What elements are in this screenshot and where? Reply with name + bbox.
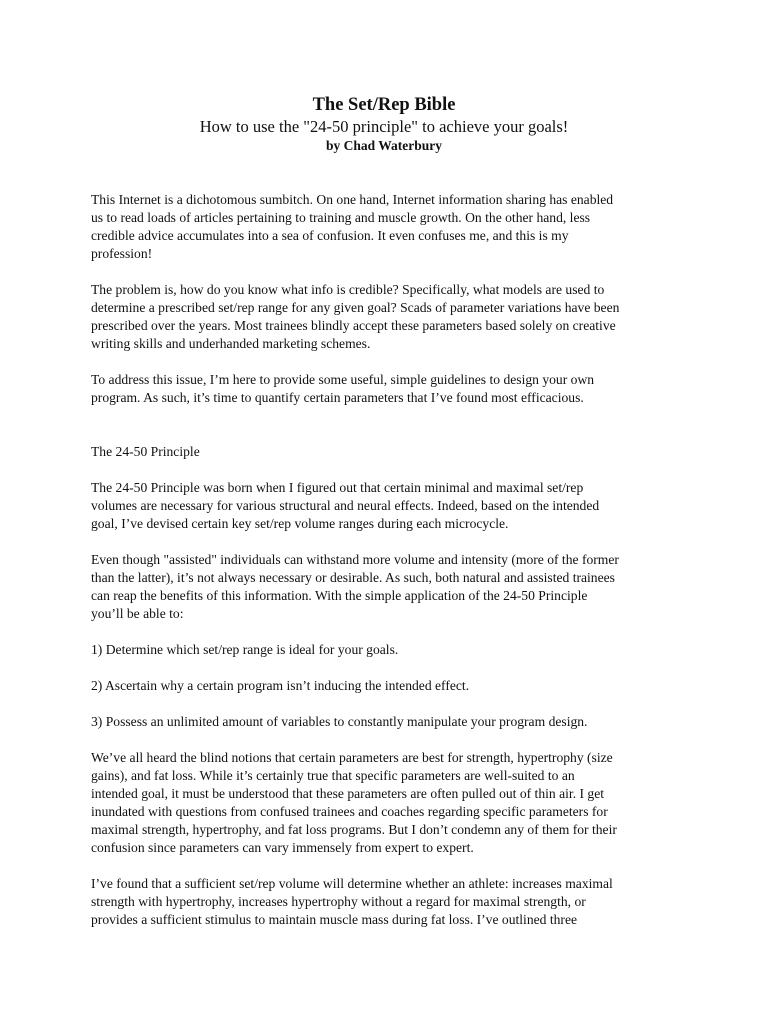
text-line: The 24-50 Principle (91, 444, 200, 459)
section-heading (91, 443, 691, 461)
text-line: volumes are necessary for various structural and neural effects. Indeed, based on the intended (91, 498, 600, 513)
text-line: 3) Possess an unlimited amount of variables to constantly manipulate your program design. (91, 714, 588, 729)
document-subtitle: How to use the "24-50 principle" to achieve your goals! (199, 117, 569, 136)
paragraph (91, 191, 691, 263)
text-line: 1) Determine which set/rep range is ideal for your goals. (91, 642, 399, 657)
text-line: maximal strength, hypertrophy, and fat loss programs. But I don’t condemn any of them for their (91, 822, 617, 837)
text-line: goal, I’ve devised certain key set/rep volume ranges during each microcycle. (91, 516, 509, 531)
paragraph (91, 749, 691, 857)
text-line: The 24-50 Principle was born when I figured out that certain minimal and maximal set/rep (91, 480, 584, 495)
text-line: credible advice accumulates into a sea of confusion. It even confuses me, and this is my (91, 228, 569, 243)
text-line: program. As such, it’s time to quantify certain parameters that I’ve found most efficacious. (91, 390, 584, 405)
text-line: writing skills and underhanded marketing schemes. (91, 336, 371, 351)
paragraph (91, 677, 691, 695)
text-line: us to read loads of articles pertaining to training and muscle growth. On the other hand, less (91, 210, 591, 225)
text-line: I’ve found that a sufficient set/rep volume will determine whether an athlete: increases maximal (91, 876, 613, 891)
text-line: To address this issue, I’m here to provide some useful, simple guidelines to design your own (91, 372, 595, 387)
text-line: 2) Ascertain why a certain program isn’t inducing the intended effect. (91, 678, 470, 693)
text-line: determine a prescribed set/rep range for any given goal? Scads of parameter variations have been (91, 300, 620, 315)
paragraph (91, 281, 691, 353)
text-line: can reap the benefits of this information. With the simple application of the 24-50 Principle (91, 588, 588, 603)
paragraph (91, 641, 691, 659)
text-line: prescribed over the years. Most trainees blindly accept these parameters based solely on creative (91, 318, 616, 333)
text-line: you’ll be able to: (91, 606, 184, 621)
text-line: provides a sufficient stimulus to maintain muscle mass during fat loss. I’ve outlined three (91, 912, 578, 927)
text-line: We’ve all heard the blind notions that certain parameters are best for strength, hypertrophy (size (91, 750, 613, 765)
text-line: strength with hypertrophy, increases hypertrophy without a regard for maximal strength, or (91, 894, 586, 909)
paragraph (91, 551, 691, 623)
text-line: confusion since parameters can vary immensely from expert to expert. (91, 840, 474, 855)
text-line: gains), and fat loss. While it’s certainly true that specific parameters are well-suited to an (91, 768, 575, 783)
text-line: inundated with questions from confused trainees and coaches regarding specific parameters for (91, 804, 608, 819)
text-line: This Internet is a dichotomous sumbitch. On one hand, Internet information sharing has enabled (91, 192, 614, 207)
text-line: Even though "assisted" individuals can withstand more volume and intensity (more of the former (91, 552, 619, 567)
text-line: than the latter), it’s not always necessary or desirable. As such, both natural and assisted trainees (91, 570, 615, 585)
paragraph (91, 479, 691, 533)
text-line: The problem is, how do you know what info is credible? Specifically, what models are used to (91, 282, 605, 297)
document-title: The Set/Rep Bible (312, 95, 456, 115)
text-line: profession! (91, 246, 153, 261)
paragraph (91, 371, 691, 407)
text-line: intended goal, it must be understood that these parameters are often pulled out of thin air. I get (91, 786, 605, 801)
paragraph (91, 875, 691, 929)
author-byline: by Chad Waterbury (325, 138, 443, 153)
paragraph (91, 713, 691, 731)
document-body (91, 191, 691, 947)
